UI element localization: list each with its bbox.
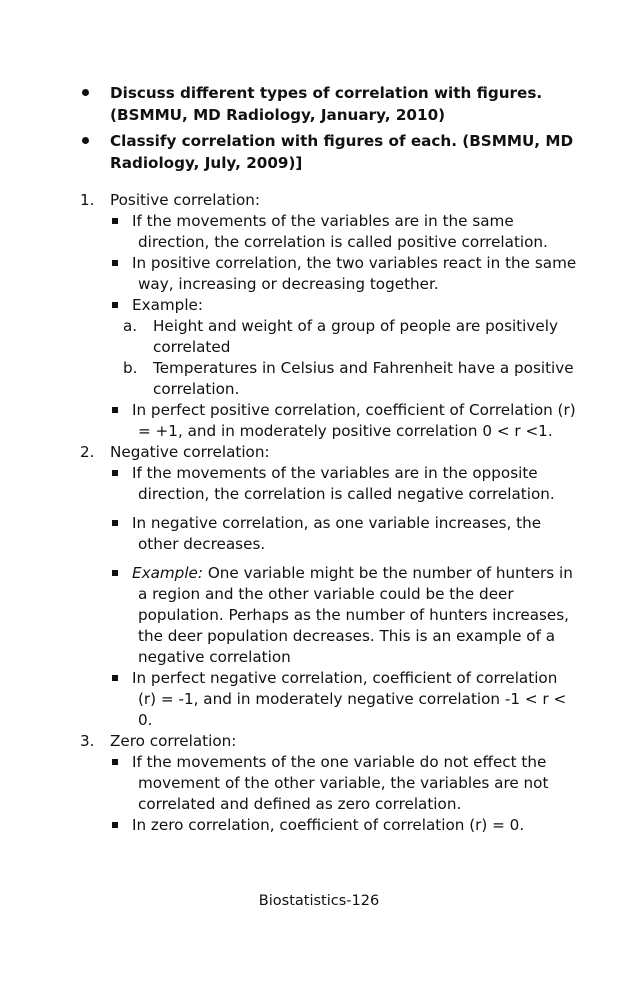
section-heading xyxy=(80,190,580,211)
question-text: Discuss different types of correlation with figures. (BSMMU, MD Radiology, January, 2010) xyxy=(110,84,543,124)
document-body xyxy=(80,190,580,836)
square-bullet-icon xyxy=(112,759,118,765)
list-item-text: If the movements of the variables are in the opposite direction, the correlation is called negative correlation. xyxy=(132,464,555,503)
list-item-text: In perfect positive correlation, coefficient of Correlation (r) = +1, and in moderately positive correlation 0 < r <1. xyxy=(132,401,576,440)
list-item xyxy=(80,400,580,442)
list-item xyxy=(80,668,580,731)
square-bullet-icon xyxy=(112,520,118,526)
example-label: Example: xyxy=(132,564,204,582)
list-item-text: If the movements of the one variable do not effect the movement of the other variable, the variables are not correlated and defined as zero correlation. xyxy=(132,753,549,813)
list-item-text: If the movements of the variables are in the same direction, the correlation is called positive correlation. xyxy=(132,212,548,251)
example-body: One variable might be the number of hunters in a region and the other variable could be the deer population. Perhaps as the number of hunters increases, the deer population decreases. This is an example of a negative correlation xyxy=(138,564,573,666)
section-number: 3. xyxy=(80,732,95,750)
list-item-text: In positive correlation, the two variables react in the same way, increasing or decreasing together. xyxy=(132,254,577,293)
section-heading xyxy=(80,731,580,752)
list-item-text: In negative correlation, as one variable increases, the other decreases. xyxy=(132,514,542,553)
list-item xyxy=(80,563,580,668)
example-item xyxy=(80,358,580,400)
bullet-dot-icon xyxy=(82,89,89,96)
section-title: Negative correlation: xyxy=(110,443,270,461)
example-letter: b. xyxy=(123,359,138,377)
list-item-text: In zero correlation, coefficient of correlation (r) = 0. xyxy=(132,816,525,834)
list-item-text: Example: xyxy=(132,296,204,314)
square-bullet-icon xyxy=(112,302,118,308)
section-number: 2. xyxy=(80,443,95,461)
square-bullet-icon xyxy=(112,218,118,224)
square-bullet-icon xyxy=(112,675,118,681)
square-bullet-icon xyxy=(112,470,118,476)
list-item xyxy=(80,815,580,836)
exam-questions xyxy=(80,82,580,178)
square-bullet-icon xyxy=(112,407,118,413)
list-item xyxy=(80,211,580,253)
example-text: Temperatures in Celsius and Fahrenheit have a positive correlation. xyxy=(153,359,574,398)
list-item xyxy=(80,752,580,815)
list-item xyxy=(80,463,580,505)
question-text: Classify correlation with figures of each. (BSMMU, MD Radiology, July, 2009)] xyxy=(110,132,574,172)
square-bullet-icon xyxy=(112,260,118,266)
list-item xyxy=(80,295,580,316)
list-item-text: In perfect negative correlation, coefficient of correlation (r) = -1, and in moderately negative correlation -1 < r < 0. xyxy=(132,669,567,729)
square-bullet-icon xyxy=(112,570,118,576)
list-item xyxy=(80,513,580,555)
page-footer: Biostatistics-126 xyxy=(258,893,380,909)
section-number: 1. xyxy=(80,191,95,209)
square-bullet-icon xyxy=(112,822,118,828)
example-letter: a. xyxy=(123,317,138,335)
section-title: Positive correlation: xyxy=(110,191,260,209)
section-heading xyxy=(80,442,580,463)
bullet-dot-icon xyxy=(82,137,89,144)
example-item xyxy=(80,316,580,358)
question-item xyxy=(80,130,580,174)
question-item xyxy=(80,82,580,126)
example-text: Height and weight of a group of people are positively correlated xyxy=(153,317,558,356)
section-title: Zero correlation: xyxy=(110,732,237,750)
list-item-text xyxy=(132,563,580,668)
list-item xyxy=(80,253,580,295)
